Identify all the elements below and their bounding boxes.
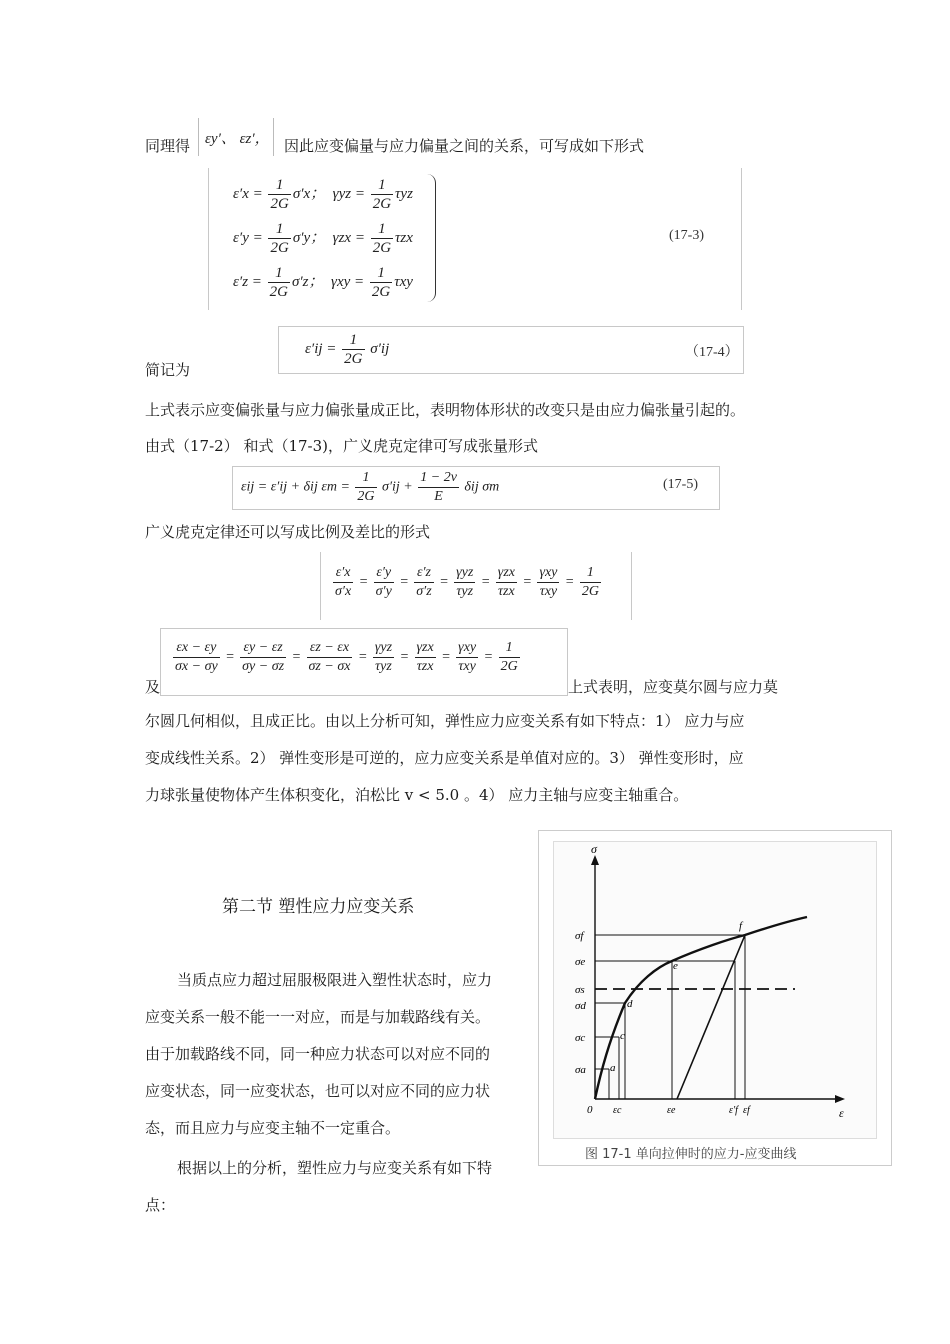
eq17-4-lhs: ε′ij [305, 340, 323, 357]
frac-den: 2G [581, 584, 599, 599]
y-tick-label: σd [575, 1000, 586, 1012]
frac-den: 2G [270, 240, 289, 256]
equation-number: (17-5) [663, 477, 698, 492]
eq17-3-row: ε′x = $\frac{1}{2G}$ σ′x； γyz = $\frac{1}{2G}$ τyz [233, 177, 413, 212]
y-tick-label: σa [575, 1064, 586, 1076]
frac-den: σx − σy [175, 659, 218, 674]
equation-17-3 [208, 168, 742, 310]
paragraph-6 [145, 1150, 492, 1224]
paragraph-3: 广义虎克定律还可以写成比例及差比的形式 [145, 523, 431, 541]
frac-num: γyz [454, 564, 475, 583]
frac-num: ε′x [333, 564, 353, 583]
ratio-fraction [374, 564, 394, 601]
frac-den: σy − σz [242, 659, 285, 674]
frac-num: 1 [268, 264, 290, 283]
eq-gamma: γzx [332, 229, 352, 246]
paragraph-4-line: 变成线性关系。2） 弹性变形是可逆的，应力应变关系是单值对应的。3） 弹性变形时，应 [145, 749, 744, 767]
ratio-equation: $\frac{\varepsilon'x}{\sigma'x}$ = $\frac{\varepsilon'y}{\sigma'y}$ = $\frac{\varepsilon'z}{\sigma'z}$ = $\frac{\text{γyz}}{\text{τyz}}$ = $\frac{\text{γzx}}{\text{τzx}}$ = $\frac{\text{γxy}}{\text{τxy}}$ = $\frac{1}{2G}$ [320, 552, 632, 620]
frac-num: 1 [371, 220, 393, 239]
y-tick-label: σf [575, 930, 584, 942]
section-title: 第二节 塑性应力应变关系 [222, 897, 415, 917]
frac-den: 2G [372, 196, 392, 212]
frac-num: γzx [496, 564, 517, 583]
eq-sigma: σ′x； [292, 185, 326, 202]
eq-lhs: ε′x [233, 185, 249, 202]
point-label: f [739, 920, 743, 932]
eq-tau: τyz [395, 185, 413, 202]
frac-den: σ′y [375, 584, 392, 599]
frac-num: 1 [370, 264, 392, 283]
y-tick-label: σe [575, 956, 586, 968]
eq-tau: τzx [395, 229, 413, 246]
paragraph-5-line: 应变关系一般不能一一对应，而是与加载路线有关。 [145, 1008, 491, 1026]
figure-caption: 图 17-1 单向拉伸时的应力-应变曲线 [585, 1147, 797, 1162]
x-tick-label: εe [667, 1105, 676, 1116]
frac-num: γxy [537, 564, 559, 583]
frac-num: εz − εx [307, 639, 353, 658]
eq17-5-f1-num: 1 [355, 469, 376, 488]
eq17-5-f2-den: E [434, 489, 443, 504]
point-label: a [610, 1062, 616, 1074]
frac-num: εx − εy [173, 639, 220, 658]
ratio-fraction [333, 564, 353, 601]
frac-den: σz − σx [308, 659, 351, 674]
frac-den: 2G [371, 284, 391, 300]
line1-inline-eq: εy′、 εz′， [205, 131, 270, 147]
frac-num: εy − εz [240, 639, 286, 658]
frac-den: σ′z [416, 584, 432, 599]
frac-num: 1 [499, 639, 520, 658]
frac-num: γyz [373, 639, 394, 658]
eq17-5-f1-den: 2G [357, 489, 375, 504]
y-axis-label: σ [591, 842, 597, 856]
frac-den: 2G [372, 240, 392, 256]
right-brace [427, 174, 436, 302]
frac-den: τzx [416, 659, 434, 674]
frac-num: 1 [268, 220, 290, 239]
x-tick-label: ε′f [729, 1105, 738, 1116]
frac-den: τyz [375, 659, 392, 674]
figure-17-1 [538, 830, 892, 1166]
eq-lhs: ε′z [233, 273, 249, 290]
line1-suffix: 因此应变偏量与应力偏量之间的关系，可写成如下形式 [284, 137, 645, 155]
eq17-4-den: 2G [344, 351, 363, 367]
frac-den: σ′x [335, 584, 352, 599]
eq17-5-mid: σ′ij + [382, 479, 413, 495]
eq-gamma: γxy [331, 273, 351, 290]
frac-den: 2G [269, 284, 288, 300]
point-label: e [673, 960, 678, 972]
eq-sigma: σ′y； [292, 229, 326, 246]
x-tick-label: εf [743, 1105, 750, 1116]
ratio-fraction [307, 639, 353, 676]
paragraph-5-line: 当质点应力超过屈服极限进入塑性状态时，应力 [177, 971, 493, 989]
ratio-fraction [537, 564, 559, 601]
x-tick-label: εc [613, 1105, 622, 1116]
paragraph-5-line: 由于加载路线不同，同一种应力状态可以对应不同的 [145, 1045, 491, 1063]
equation-17-4: ε′ij = $\frac{1}{2G}$ σ′ij （17-4） [278, 326, 744, 374]
paragraph-2: 由式（17-2） 和式（17-3)，广义虎克定律可写成张量形式 [145, 437, 539, 455]
frac-num: γzx [415, 639, 436, 658]
equation-number: (17-3) [669, 228, 704, 243]
origin-label: 0 [587, 1104, 593, 1116]
ratio-fraction [454, 564, 475, 601]
frac-den: τxy [539, 584, 558, 599]
frac-num: ε′z [414, 564, 433, 583]
eq17-5-f2-num: 1 − 2ν [418, 469, 459, 488]
ratio-fraction [240, 639, 286, 676]
paragraph-6-line: 根据以上的分析，塑性应力与应变关系有如下特 [177, 1159, 493, 1177]
eq17-3-row: ε′z = $\frac{1}{2G}$ σ′z； γxy = $\frac{1}{2G}$ τxy [233, 265, 413, 300]
stress-strain-chart [539, 831, 891, 1165]
frac-den: τxy [458, 659, 476, 674]
paragraph-4-line: 力球张量使物体产生体积变化，泊松比 v < 5.0 。4） 应力主轴与应变主轴重合。 [145, 786, 689, 804]
ratio-fraction [373, 639, 394, 676]
ratio-fraction [415, 639, 436, 676]
frac-den: 2G [270, 196, 289, 212]
equation-17-5 [232, 466, 720, 510]
frac-den: 2G [500, 659, 518, 674]
ratio-fraction [456, 639, 478, 676]
paragraph-5-line: 态，而且应力与应变主轴不一定重合。 [145, 1119, 401, 1137]
frac-num: 1 [371, 176, 393, 195]
eq17-4-label: 简记为 [145, 361, 191, 379]
eq-diff-after: 上式表明，应变莫尔圆与应力莫 [568, 678, 779, 696]
eq-tau: τxy [394, 273, 413, 290]
x-axis-label: ε [839, 1106, 844, 1120]
paragraph-4-line: 尔圆几何相似，且成正比。由以上分析可知，弹性应力应变关系有如下特点：1） 应力与应 [145, 712, 745, 730]
paragraph-4 [145, 703, 744, 814]
line1-prefix: 同理得 [145, 137, 191, 155]
eq17-4-rhs: σ′ij [370, 340, 390, 357]
equation-number: （17-4） [685, 345, 739, 360]
eq17-5-tail: δij σm [464, 479, 500, 495]
y-tick-label: σs [575, 984, 585, 996]
point-label: c [620, 1030, 625, 1042]
frac-den: τyz [456, 584, 474, 599]
diff-equation: $\frac{\varepsilon x - \varepsilon y}{\sigma x - \sigma y}$ = $\frac{\varepsilon y - \varepsilon z}{\sigma y - \sigma z}$ = $\frac{\varepsilon z - \varepsilon x}{\sigma z - \sigma x}$ = $\frac{\text{γyz}}{\text{τyz}}$ = $\frac{\text{γzx}}{\text{τzx}}$ = $\frac{\text{γxy}}{\text{τxy}}$ = $\frac{1}{2G}$ [160, 628, 568, 696]
paragraph-5-line: 应变状态，同一应变状态，也可以对应不同的应力状 [145, 1082, 491, 1100]
ratio-fraction [496, 564, 517, 601]
eq17-5-lhs: εij = ε′ij + δij εm = [241, 479, 350, 495]
frac-den: τzx [498, 584, 515, 599]
ratio-fraction [580, 564, 601, 601]
ratio-fraction [414, 564, 433, 601]
paragraph-5 [145, 962, 492, 1147]
y-tick-label: σc [575, 1032, 586, 1044]
ratio-fraction [499, 639, 520, 676]
frac-num: ε′y [374, 564, 394, 583]
paragraph-6-line: 点： [145, 1196, 176, 1214]
eq-diff-prefix: 及 [145, 678, 161, 696]
eq-sigma: σ′z； [292, 273, 324, 290]
paragraph-1: 上式表示应变偏张量与应力偏张量成正比，表明物体形状的改变只是由应力偏张量引起的。 [145, 401, 746, 419]
eq17-3-row: ε′y = $\frac{1}{2G}$ σ′y； γzx = $\frac{1}{2G}$ τzx [233, 221, 413, 256]
ratio-fraction [173, 639, 220, 676]
eq-lhs: ε′y [233, 229, 249, 246]
frac-num: 1 [580, 564, 601, 583]
point-label: d [627, 998, 633, 1010]
frac-num: 1 [268, 176, 290, 195]
frac-num: γxy [456, 639, 478, 658]
eq17-4-num: 1 [342, 331, 364, 350]
eq-gamma: γyz [332, 185, 352, 202]
line1-inline-eq-box [198, 118, 274, 156]
